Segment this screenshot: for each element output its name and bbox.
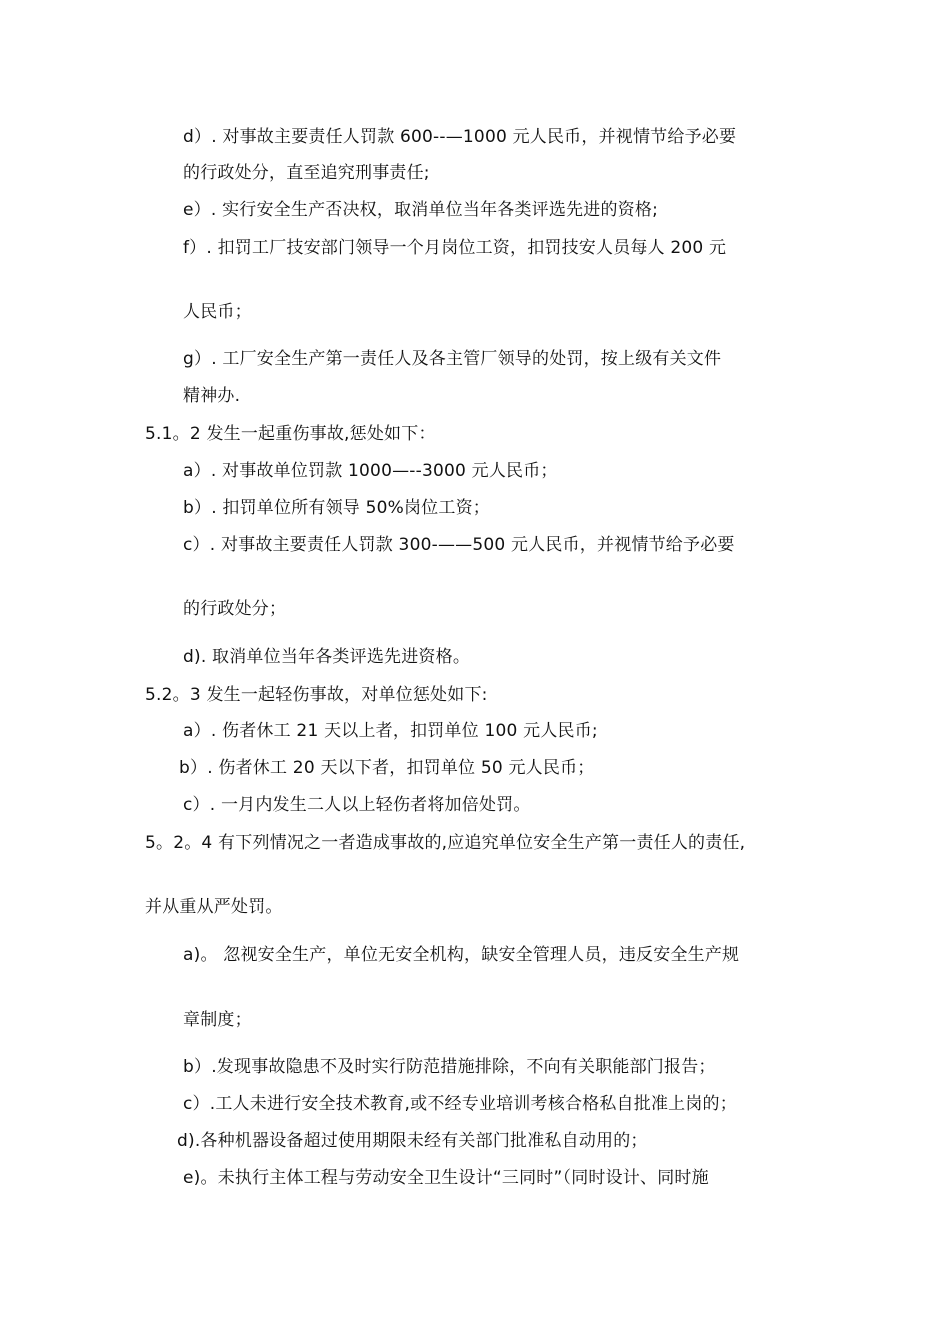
text-line: a)。 忽视安全生产，单位无安全机构，缺安全管理人员，违反安全生产规 [183, 945, 740, 965]
text-line: a）. 伤者休工 21 天以上者，扣罚单位 100 元人民币; [183, 721, 598, 741]
text-line: d）. 对事故主要责任人罚款 600--—1000 元人民币，并视情节给予必要 [183, 127, 737, 147]
text-line: b）.发现事故隐患不及时实行防范措施排除，不向有关职能部门报告； [183, 1057, 716, 1077]
text-line: 的行政处分； [183, 599, 287, 619]
section-heading: 5.1。2 发生一起重伤事故,惩处如下： [145, 424, 436, 444]
text-line: 章制度； [183, 1010, 252, 1030]
section-heading: 5.2。3 发生一起轻伤事故，对单位惩处如下: [145, 685, 488, 705]
text-line: 的行政处分，直至追究刑事责任; [183, 163, 430, 183]
text-line: d). 取消单位当年各类评选先进资格。 [183, 647, 471, 667]
text-line: 人民币； [183, 302, 252, 322]
text-line: 精神办. [183, 386, 241, 406]
text-line: c）.工人未进行安全技术教育,或不经专业培训考核合格私自批准上岗的； [183, 1094, 737, 1114]
text-line: a）. 对事故单位罚款 1000—--3000 元人民币； [183, 461, 558, 481]
text-line: e）. 实行安全生产否决权，取消单位当年各类评选先进的资格; [183, 200, 658, 220]
text-line: b）. 伤者休工 20 天以下者，扣罚单位 50 元人民币； [179, 758, 595, 778]
text-line: b）. 扣罚单位所有领导 50%岗位工资； [183, 498, 490, 518]
section-heading: 5。2。4 有下列情况之一者造成事故的,应追究单位安全生产第一责任人的责任, [145, 833, 746, 853]
text-line: g）. 工厂安全生产第一责任人及各主管厂领导的处罚，按上级有关文件 [183, 349, 722, 369]
text-line: c）. 一月内发生二人以上轻伤者将加倍处罚。 [183, 795, 531, 815]
text-line: d).各种机器设备超过使用期限未经有关部门批准私自动用的； [177, 1131, 648, 1151]
text-line: e)。未执行主体工程与劳动安全卫生设计“三同时”（同时设计、同时施 [183, 1168, 709, 1188]
text-line: c）. 对事故主要责任人罚款 300-——500 元人民币，并视情节给予必要 [183, 535, 735, 555]
text-line: f）. 扣罚工厂技安部门领导一个月岗位工资，扣罚技安人员每人 200 元 [183, 238, 727, 258]
text-line: 并从重从严处罚。 [145, 897, 283, 917]
